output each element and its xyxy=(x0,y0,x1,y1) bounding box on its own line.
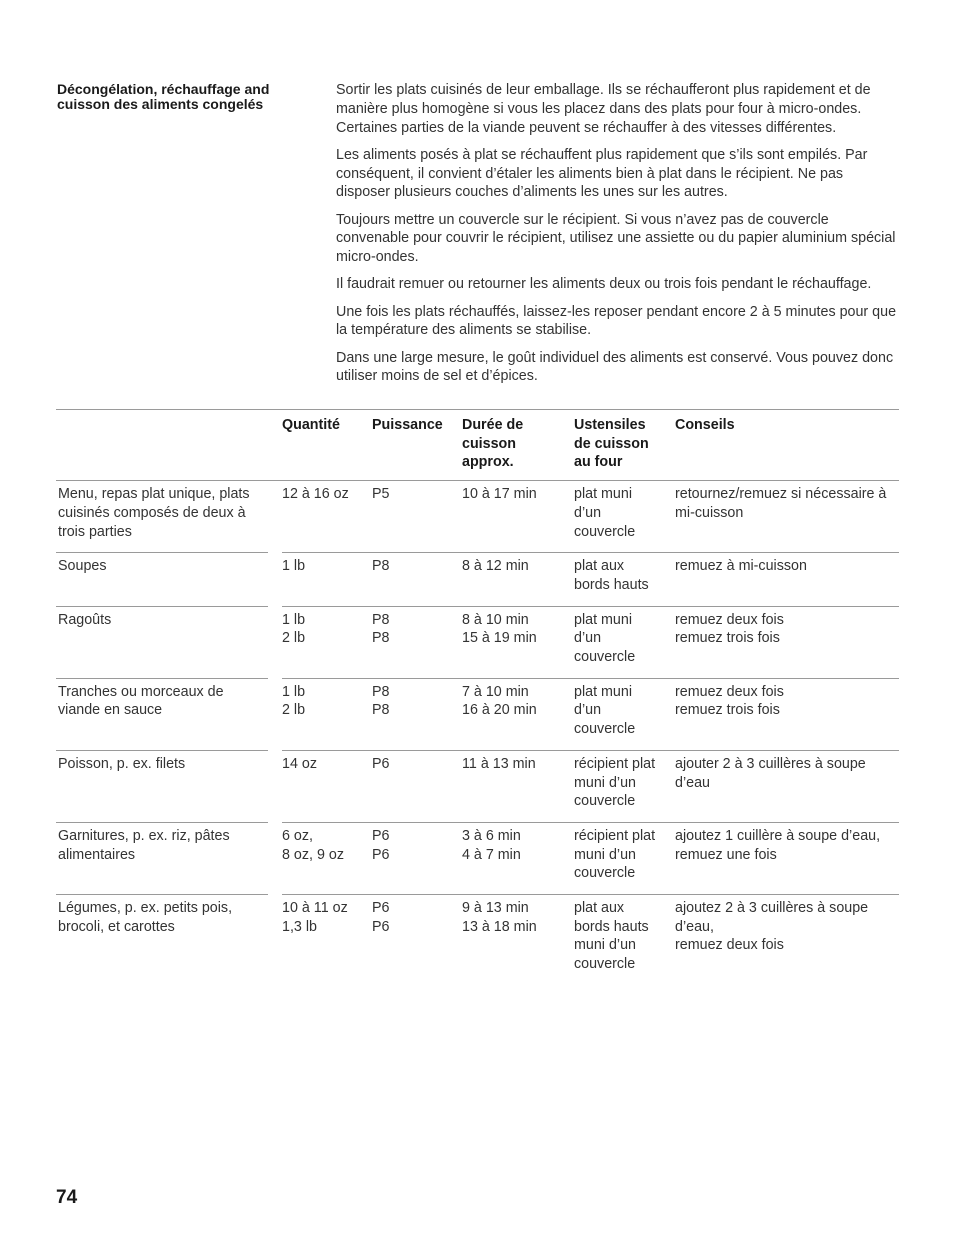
cell-quantity: 6 oz, 8 oz, 9 oz xyxy=(282,822,372,894)
cell-quantity: 10 à 11 oz 1,3 lb xyxy=(282,900,348,935)
cell-tips: remuez deux fois remuez trois fois xyxy=(675,606,899,678)
cell-time: 10 à 17 min xyxy=(462,481,574,553)
cell-tips: ajoutez 1 cuillère à soupe d’eau, remuez une fois xyxy=(675,822,899,894)
cell-time: 8 à 10 min 15 à 19 min xyxy=(462,606,574,678)
cell-quantity: 1 lb 2 lb xyxy=(282,606,372,678)
header-power: Puissance xyxy=(372,410,462,481)
cell-gap xyxy=(268,553,282,606)
cell-gap xyxy=(268,678,282,750)
table-row xyxy=(56,553,899,606)
table-row xyxy=(56,606,899,678)
section-title: Décongélation, réchauffage and cuisson des aliments congelés xyxy=(57,81,270,112)
cell-time: 9 à 13 min 13 à 18 min xyxy=(462,900,537,935)
cell-food: Soupes xyxy=(56,553,268,606)
cell-food: Légumes, p. ex. petits pois, brocoli, et carottes xyxy=(58,900,233,935)
cell-cookware: récipient plat muni d’un couvercle xyxy=(574,822,675,894)
cell-tips: ajouter 2 à 3 cuillères à soupe d’eau xyxy=(675,750,899,822)
cell-quantity: 14 oz xyxy=(282,750,372,822)
intro-text xyxy=(336,81,901,395)
page-number: 74 xyxy=(56,1187,78,1208)
cell-gap xyxy=(268,895,282,985)
cell-tips: retournez/remuez si nécessaire à mi-cuisson xyxy=(675,481,899,553)
header-food xyxy=(56,410,268,481)
cell-cookware: plat muni d’un couvercle xyxy=(574,481,675,553)
intro-paragraph: Dans une large mesure, le goût individuel des aliments est conservé. Vous pouvez donc utiliser moins de sel et d’épices. xyxy=(336,349,894,385)
cell-tips: remuez à mi-cuisson xyxy=(675,553,899,606)
intro-paragraph: Sortir les plats cuisinés de leur emballage. Ils se réchaufferont plus rapidement et de manière plus homogène si vous les placez dans des plats pour four à micro-ondes. Certaines parties de la viande peuvent se réchauffer à des vitesses différentes. xyxy=(336,82,871,136)
cell-tips: ajoutez 2 à 3 cuillères à soupe d’eau, remuez deux fois xyxy=(675,900,869,954)
header-quantity: Quantité xyxy=(282,410,372,481)
cell-gap xyxy=(268,606,282,678)
cell-food: Poisson, p. ex. filets xyxy=(56,750,268,822)
header-tips: Conseils xyxy=(675,410,899,481)
intro-paragraph: Les aliments posés à plat se réchauffent plus rapidement que s’ils sont empilés. Par conséquent, il convient d’étaler les aliments bien à plat dans le récipient. Ne pas disposer plusieurs couches d’aliments les unes sur les autres. xyxy=(336,146,868,201)
cell-quantity: 12 à 16 oz xyxy=(282,481,372,553)
cell-time: 8 à 12 min xyxy=(462,553,574,606)
cell-power: P6 P6 xyxy=(372,822,462,894)
header-cookware: Ustensiles de cuisson au four xyxy=(574,410,675,481)
cell-cookware: plat aux bords hauts muni d’un couvercle xyxy=(574,900,649,973)
cell-power: P6 xyxy=(372,750,462,822)
cell-food: Menu, repas plat unique, plats cuisinés composés de deux à trois parties xyxy=(56,481,268,553)
table-row xyxy=(56,750,899,822)
intro-paragraph: Toujours mettre un couvercle sur le récipient. Si vous n’avez pas de couvercle convenable pour couvrir le récipient, utilisez une assiette ou du papier aluminium spécial micro-ondes. xyxy=(336,211,896,266)
header-time: Durée de cuisson approx. xyxy=(462,410,574,481)
cell-cookware: plat muni d’un couvercle xyxy=(574,678,675,750)
cell-quantity: 1 lb 2 lb xyxy=(282,678,372,750)
cell-gap xyxy=(268,750,282,822)
cell-food: Garnitures, p. ex. riz, pâtes alimentaires xyxy=(56,822,268,894)
table-row xyxy=(56,895,899,985)
cell-time: 11 à 13 min xyxy=(462,750,574,822)
table-row xyxy=(56,481,899,553)
cell-food: Tranches ou morceaux de viande en sauce xyxy=(56,678,268,750)
cell-time: 3 à 6 min 4 à 7 min xyxy=(462,822,574,894)
header-gap xyxy=(268,410,282,481)
intro-paragraph: Il faudrait remuer ou retourner les aliments deux ou trois fois pendant le réchauffage. xyxy=(336,276,872,293)
cell-gap xyxy=(268,822,282,894)
cell-cookware: plat muni d’un couvercle xyxy=(574,606,675,678)
cell-power: P6 P6 xyxy=(372,900,390,935)
cell-quantity: 1 lb xyxy=(282,553,372,606)
cell-power: P8 P8 xyxy=(372,606,462,678)
cell-gap xyxy=(268,481,282,553)
cell-power: P5 xyxy=(372,481,462,553)
cell-time: 7 à 10 min 16 à 20 min xyxy=(462,678,574,750)
cell-food: Ragoûts xyxy=(56,606,268,678)
cell-cookware: plat aux bords hauts xyxy=(574,553,675,606)
table-row xyxy=(56,678,899,750)
cell-power: P8 P8 xyxy=(372,678,462,750)
table-header-row xyxy=(56,410,899,481)
table-row xyxy=(56,822,899,894)
cell-tips: remuez deux fois remuez trois fois xyxy=(675,678,899,750)
cell-power: P8 xyxy=(372,553,462,606)
intro-paragraph: Une fois les plats réchauffés, laissez-les reposer pendant encore 2 à 5 minutes pour que la température des aliments se stabilise. xyxy=(336,303,897,339)
cell-cookware: récipient plat muni d’un couvercle xyxy=(574,750,675,822)
cooking-table xyxy=(56,409,899,985)
